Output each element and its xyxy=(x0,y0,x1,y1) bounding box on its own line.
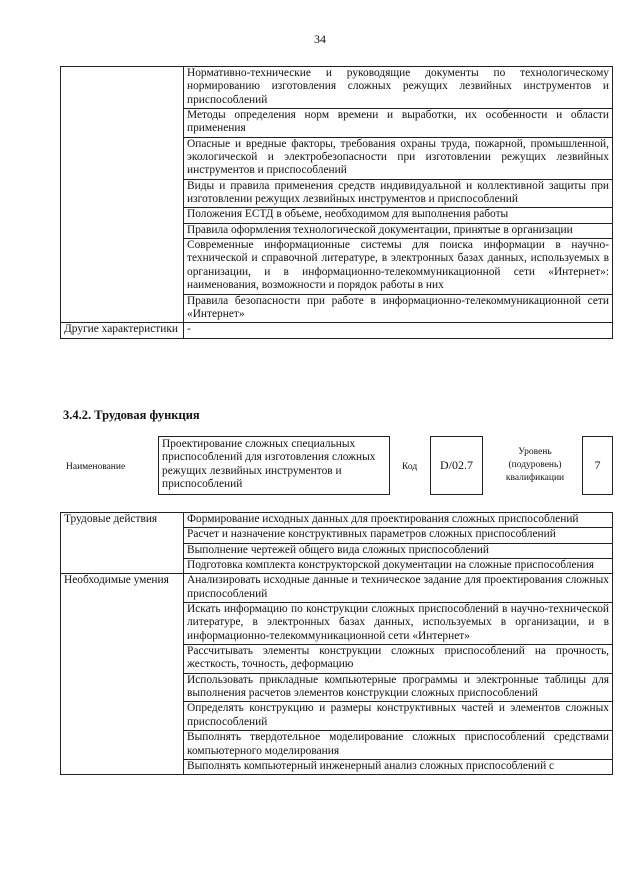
table-row xyxy=(61,67,613,109)
skill-item: Использовать прикладные компьютерные программы и электронные таблицы для выполнения расчетов элементов конструкции сложных приспособлений xyxy=(184,673,613,702)
skill-item: Анализировать исходные данные и техническое задание для проектирования сложных приспособлений xyxy=(184,574,613,603)
skill-item: Выполнять компьютерный инженерный анализ сложных приспособлений с xyxy=(184,759,613,774)
function-table xyxy=(60,512,613,775)
other-characteristics-value: - xyxy=(184,323,613,338)
skill-item: Определять конструкцию и размеры конструктивных частей и элементов сложных приспособлений xyxy=(184,702,613,731)
level-box: 7 xyxy=(582,436,613,495)
table-row xyxy=(61,323,613,338)
knowledge-table xyxy=(60,66,613,339)
action-item: Формирование исходных данных для проектирования сложных приспособлений xyxy=(184,513,613,528)
skill-item: Рассчитывать элементы конструкции сложных приспособлений на прочность, жесткость, точность, деформацию xyxy=(184,645,613,674)
skill-item: Выполнять твердотельное моделирование сложных приспособлений средствами компьютерного моделирования xyxy=(184,731,613,760)
skill-item: Искать информацию по конструкции сложных приспособлений в научно-технической литературе, в электронных базах данных, используемых в организации, и в информационно-телекоммуникационной сети «Интернет» xyxy=(184,603,613,645)
knowledge-item: Современные информационные системы для поиска информации в научно-технической и справочной литературе, в электронных базах данных, используемых в организации, и в информационно-телекоммуникационной сети «Интернет»: наименования, возможности и порядок работы в них xyxy=(184,239,613,294)
skills-label: Необходимые умения xyxy=(61,574,184,775)
action-item: Расчет и назначение конструктивных параметров сложных приспособлений xyxy=(184,528,613,543)
other-characteristics-label: Другие характеристики xyxy=(61,323,184,338)
table-row xyxy=(61,513,613,528)
knowledge-item: Правила оформления технологической документации, принятые в организации xyxy=(184,223,613,238)
code-box: D/02.7 xyxy=(430,436,483,495)
knowledge-item: Нормативно-технические и руководящие документы по технологическому нормированию изготовления сложных режущих лезвийных инструментов и приспособлений xyxy=(184,67,613,109)
action-item: Подготовка комплекта конструкторской документации на сложные приспособления xyxy=(184,559,613,574)
function-name-box: Проектирование сложных специальных приспособлений для изготовления сложных режущих лезвийных инструментов и приспособлений xyxy=(158,436,390,495)
code-label: Код xyxy=(402,462,418,472)
function-name-label: Наименование xyxy=(66,462,126,472)
actions-label: Трудовые действия xyxy=(61,513,184,574)
level-label: Уровень (подуровень) квалификации xyxy=(505,447,565,483)
knowledge-label-cell xyxy=(61,67,184,323)
action-item: Выполнение чертежей общего вида сложных приспособлений xyxy=(184,543,613,558)
section-title: 3.4.2. Трудовая функция xyxy=(63,408,200,422)
knowledge-item: Методы определения норм времени и выработки, их особенности и области применения xyxy=(184,109,613,138)
page-number: 34 xyxy=(314,32,326,46)
knowledge-item: Виды и правила применения средств индивидуальной и коллективной защиты при изготовлении режущих лезвийных инструментов и приспособлений xyxy=(184,179,613,208)
knowledge-item: Положения ЕСТД в объеме, необходимом для выполнения работы xyxy=(184,208,613,223)
knowledge-item: Опасные и вредные факторы, требования охраны труда, пожарной, промышленной, экологической и электробезопасности при изготовлении режущих лезвийных инструментов и приспособлений xyxy=(184,137,613,179)
table-row xyxy=(61,574,613,603)
knowledge-item: Правила безопасности при работе в информационно-телекоммуникационной сети «Интернет» xyxy=(184,294,613,323)
